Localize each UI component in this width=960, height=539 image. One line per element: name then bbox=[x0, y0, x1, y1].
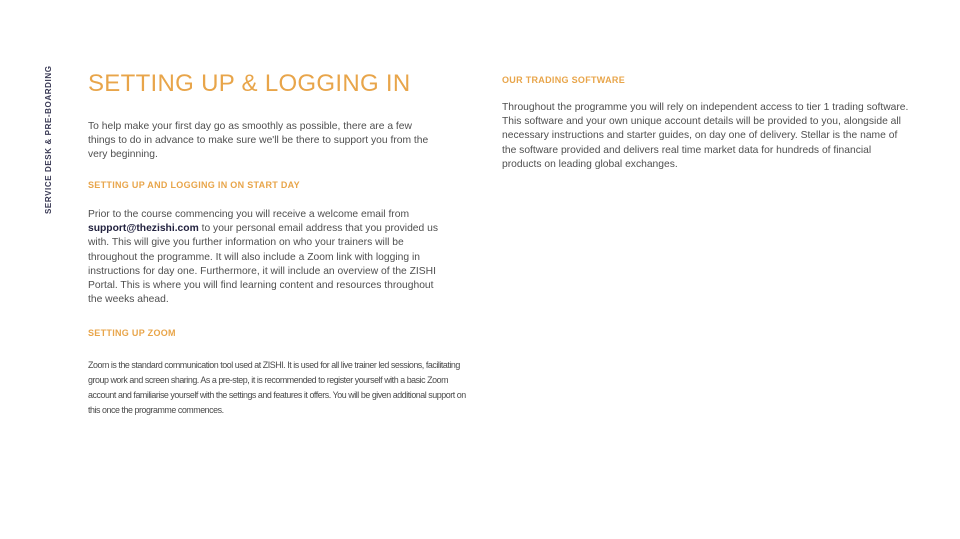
intro-paragraph: To help make your first day go as smoothly as possible, there are a few things to do in advance to make sure we'll be there to support you from the very beginning. bbox=[88, 121, 429, 161]
zoom-paragraph: Zoom is the standard communication tool used at ZISHI. It is used for all live trainer led sessions, facilitating group work and screen sharing. As a pre-step, it is recommended to register yourself with a basic Zoom account and familiarise yourself with the settings and features it offers. You will be given additional support on this once the programme commences. bbox=[88, 360, 466, 415]
start-day-heading: SETTING UP AND LOGGING IN ON START DAY bbox=[88, 180, 300, 190]
trading-paragraph: Throughout the programme you will rely on independent access to tier 1 trading software. This software and your own unique account details will be provided to you, alongside all necessary instructions and starter guides, on day one of delivery. Stellar is the name of the software provided and delivers real time market data for hundreds of financial products on leading global exchanges. bbox=[502, 102, 909, 170]
page-title: SETTING UP & LOGGING IN bbox=[88, 70, 411, 97]
zoom-heading: SETTING UP ZOOM bbox=[88, 328, 176, 338]
support-email-link[interactable]: support@thezishi.com bbox=[88, 223, 199, 235]
side-section-label: SERVICE DESK & PRE-BOARDING bbox=[44, 65, 53, 214]
start-day-paragraph bbox=[88, 208, 446, 307]
start-day-text-after: to your personal email address that you provided us with. This will give you further information on who your trainers will be throughout the programme. It will also include a Zoom link with logging in instructions for day one. Furthermore, it will include an overview of the ZISHI Portal. This is where you will find learning content and resources throughout the weeks ahead. bbox=[88, 223, 438, 306]
start-day-text-before: Prior to the course commencing you will receive a welcome email from bbox=[88, 209, 410, 220]
trading-heading: OUR TRADING SOFTWARE bbox=[502, 75, 625, 85]
